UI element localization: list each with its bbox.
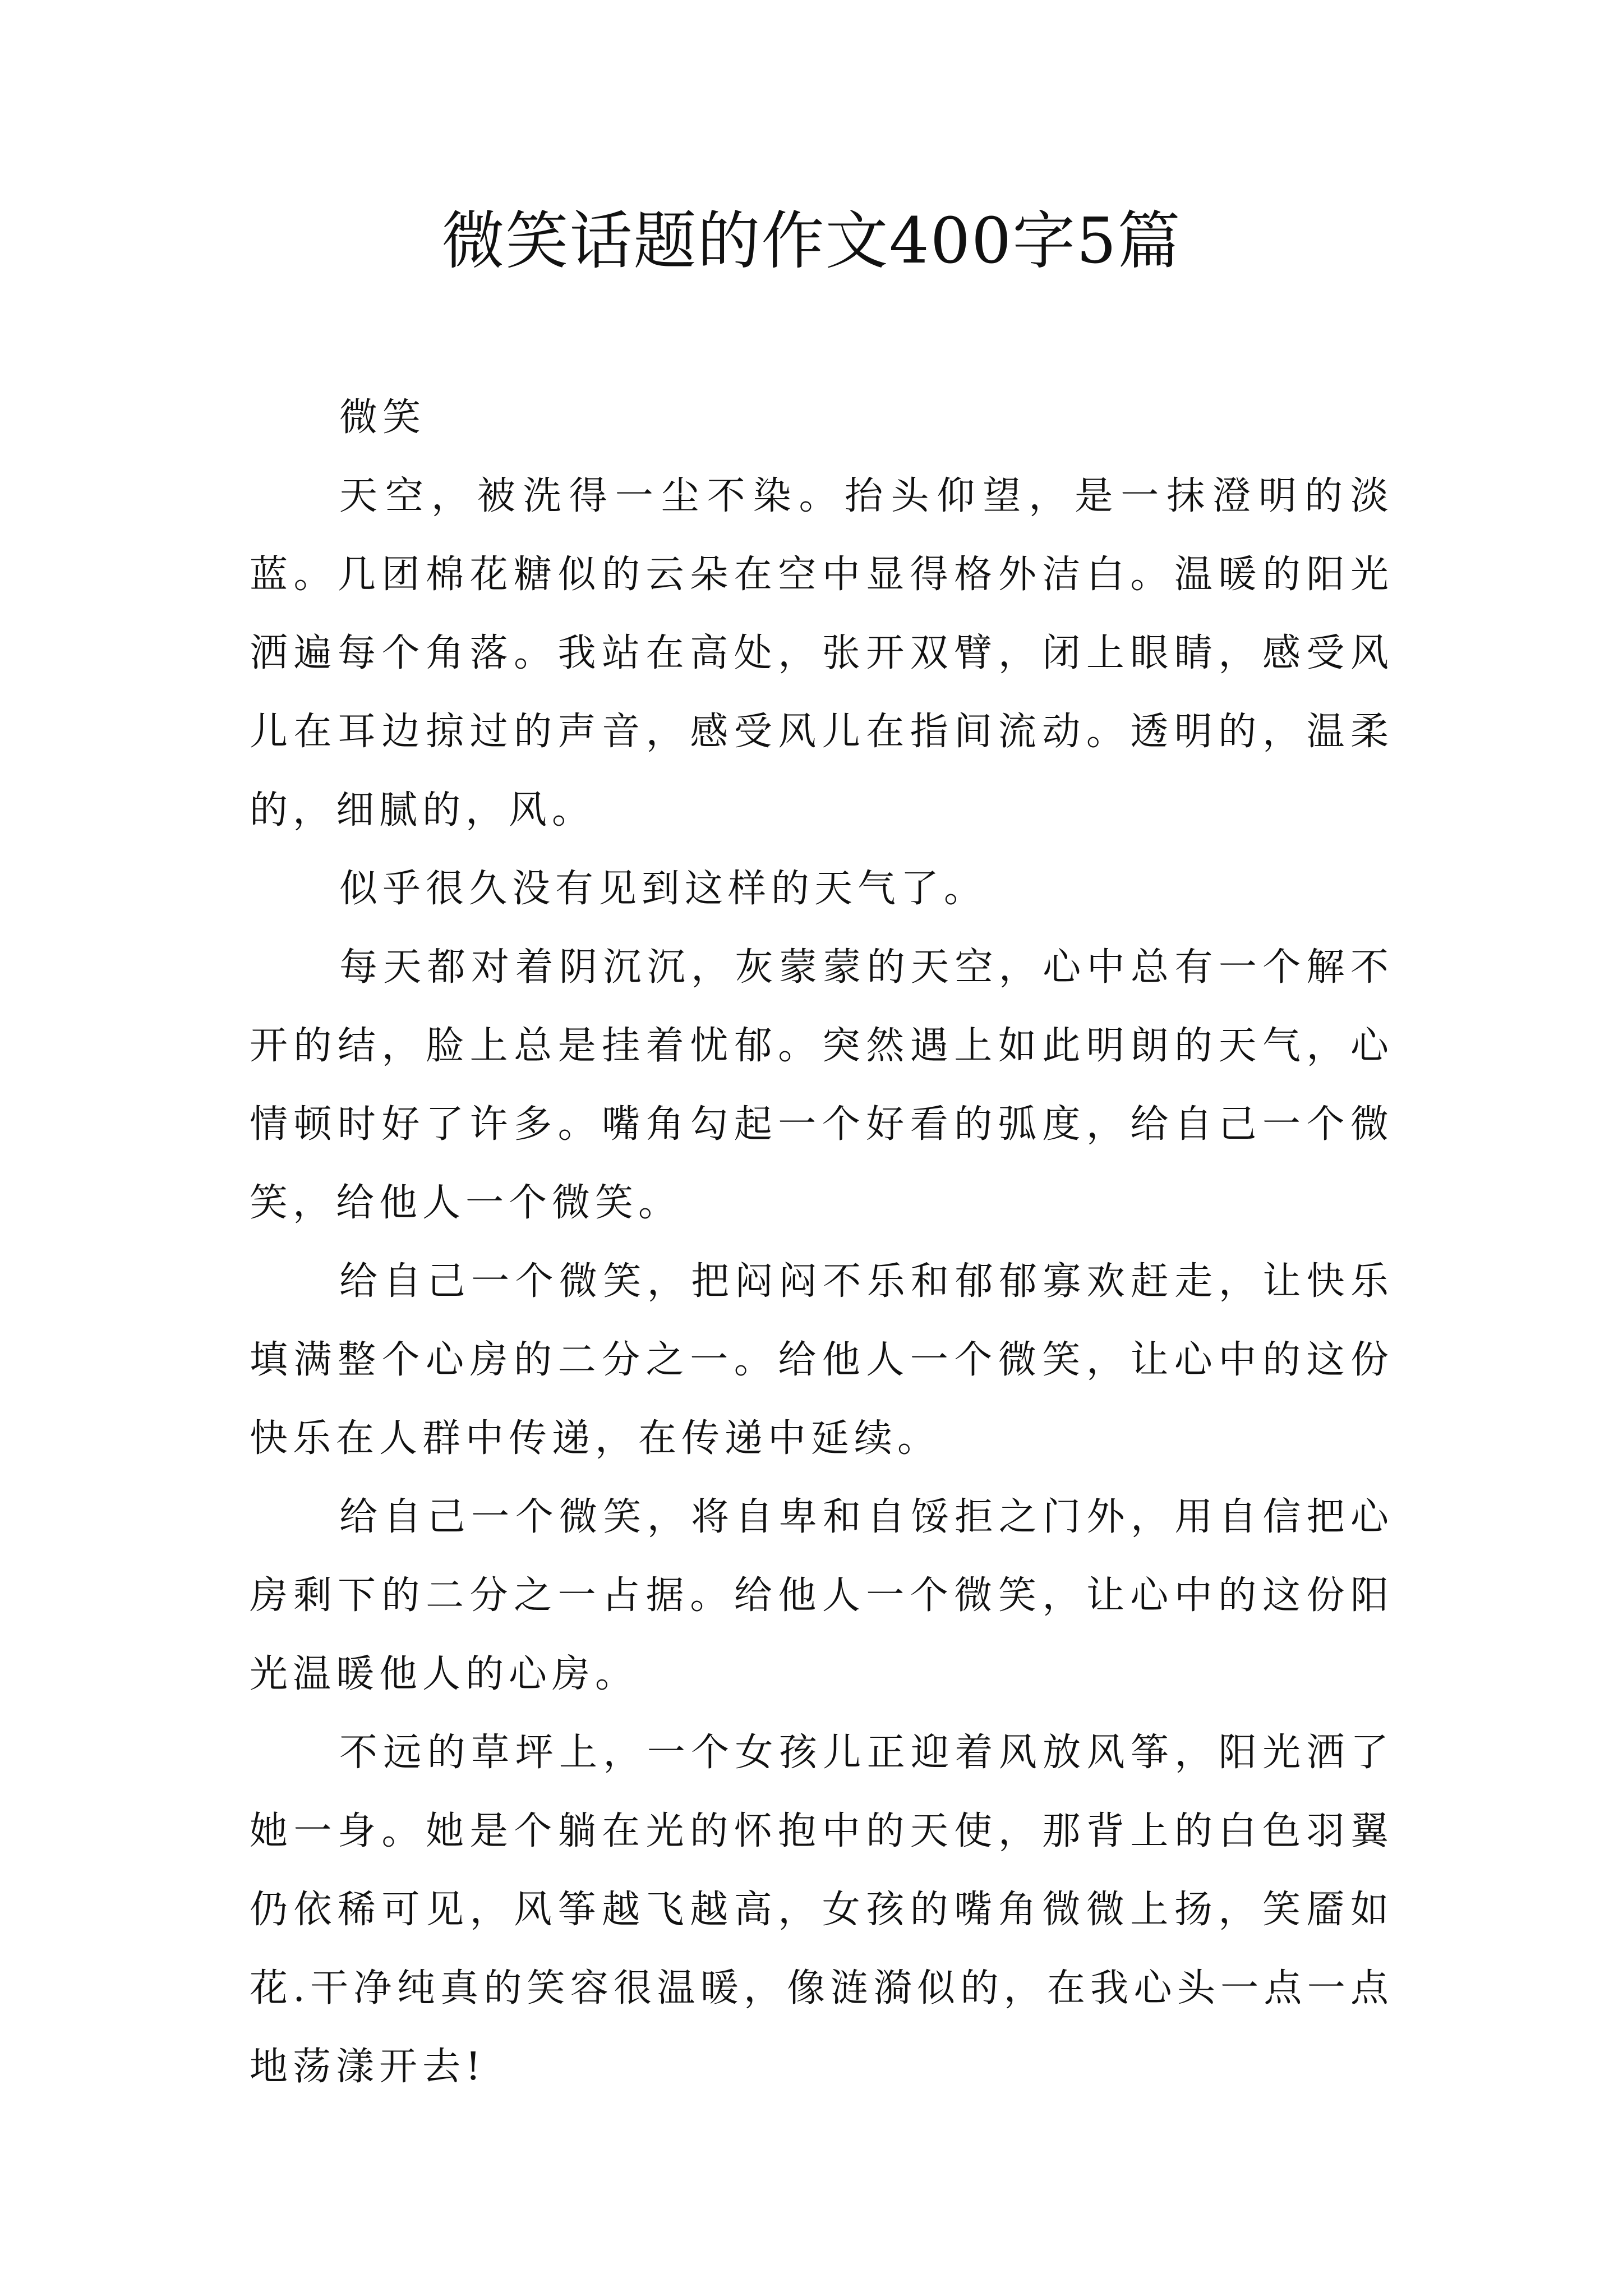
paragraph: 每天都对着阴沉沉，灰蒙蒙的天空，心中总有一个解不开的结，脸上总是挂着忧郁。突然遇上如此明朗的天气，心情顿时好了许多。嘴角勾起一个好看的弧度，给自己一个微笑，给他人一个微笑。: [250, 945, 1394, 1225]
paragraph: 给自己一个微笑，将自卑和自馁拒之门外，用自信把心房剩下的二分之一占据。给他人一个微笑，让心中的这份阳光温暖他人的心房。: [250, 1495, 1394, 1696]
paragraph-heading: 微笑: [339, 395, 426, 440]
document-title: 微笑话题的作文400字5篇: [441, 205, 1182, 278]
paragraph: 似乎很久没有见到这样的天气了。: [339, 867, 988, 911]
document-body: [250, 379, 1394, 2106]
paragraph: 不远的草坪上，一个女孩儿正迎着风放风筝，阳光洒了她一身。她是个躺在光的怀抱中的天使，那背上的白色羽翼仍依稀可见，风筝越飞越高，女孩的嘴角微微上扬，笑靥如花.干净纯真的笑容很温暖，像涟漪似的，在我心头一点一点地荡漾开去!: [250, 1731, 1394, 2089]
paragraph: 给自己一个微笑，把闷闷不乐和郁郁寡欢赶走，让快乐填满整个心房的二分之一。给他人一个微笑，让心中的这份快乐在人群中传递，在传递中延续。: [250, 1259, 1394, 1461]
paragraph: 天空，被洗得一尘不染。抬头仰望，是一抹澄明的淡蓝。几团棉花糖似的云朵在空中显得格外洁白。温暖的阳光洒遍每个角落。我站在高处，张开双臂，闭上眼睛，感受风儿在耳边掠过的声音，感受风儿在指间流动。透明的，温柔的，细腻的，风。: [250, 474, 1394, 832]
